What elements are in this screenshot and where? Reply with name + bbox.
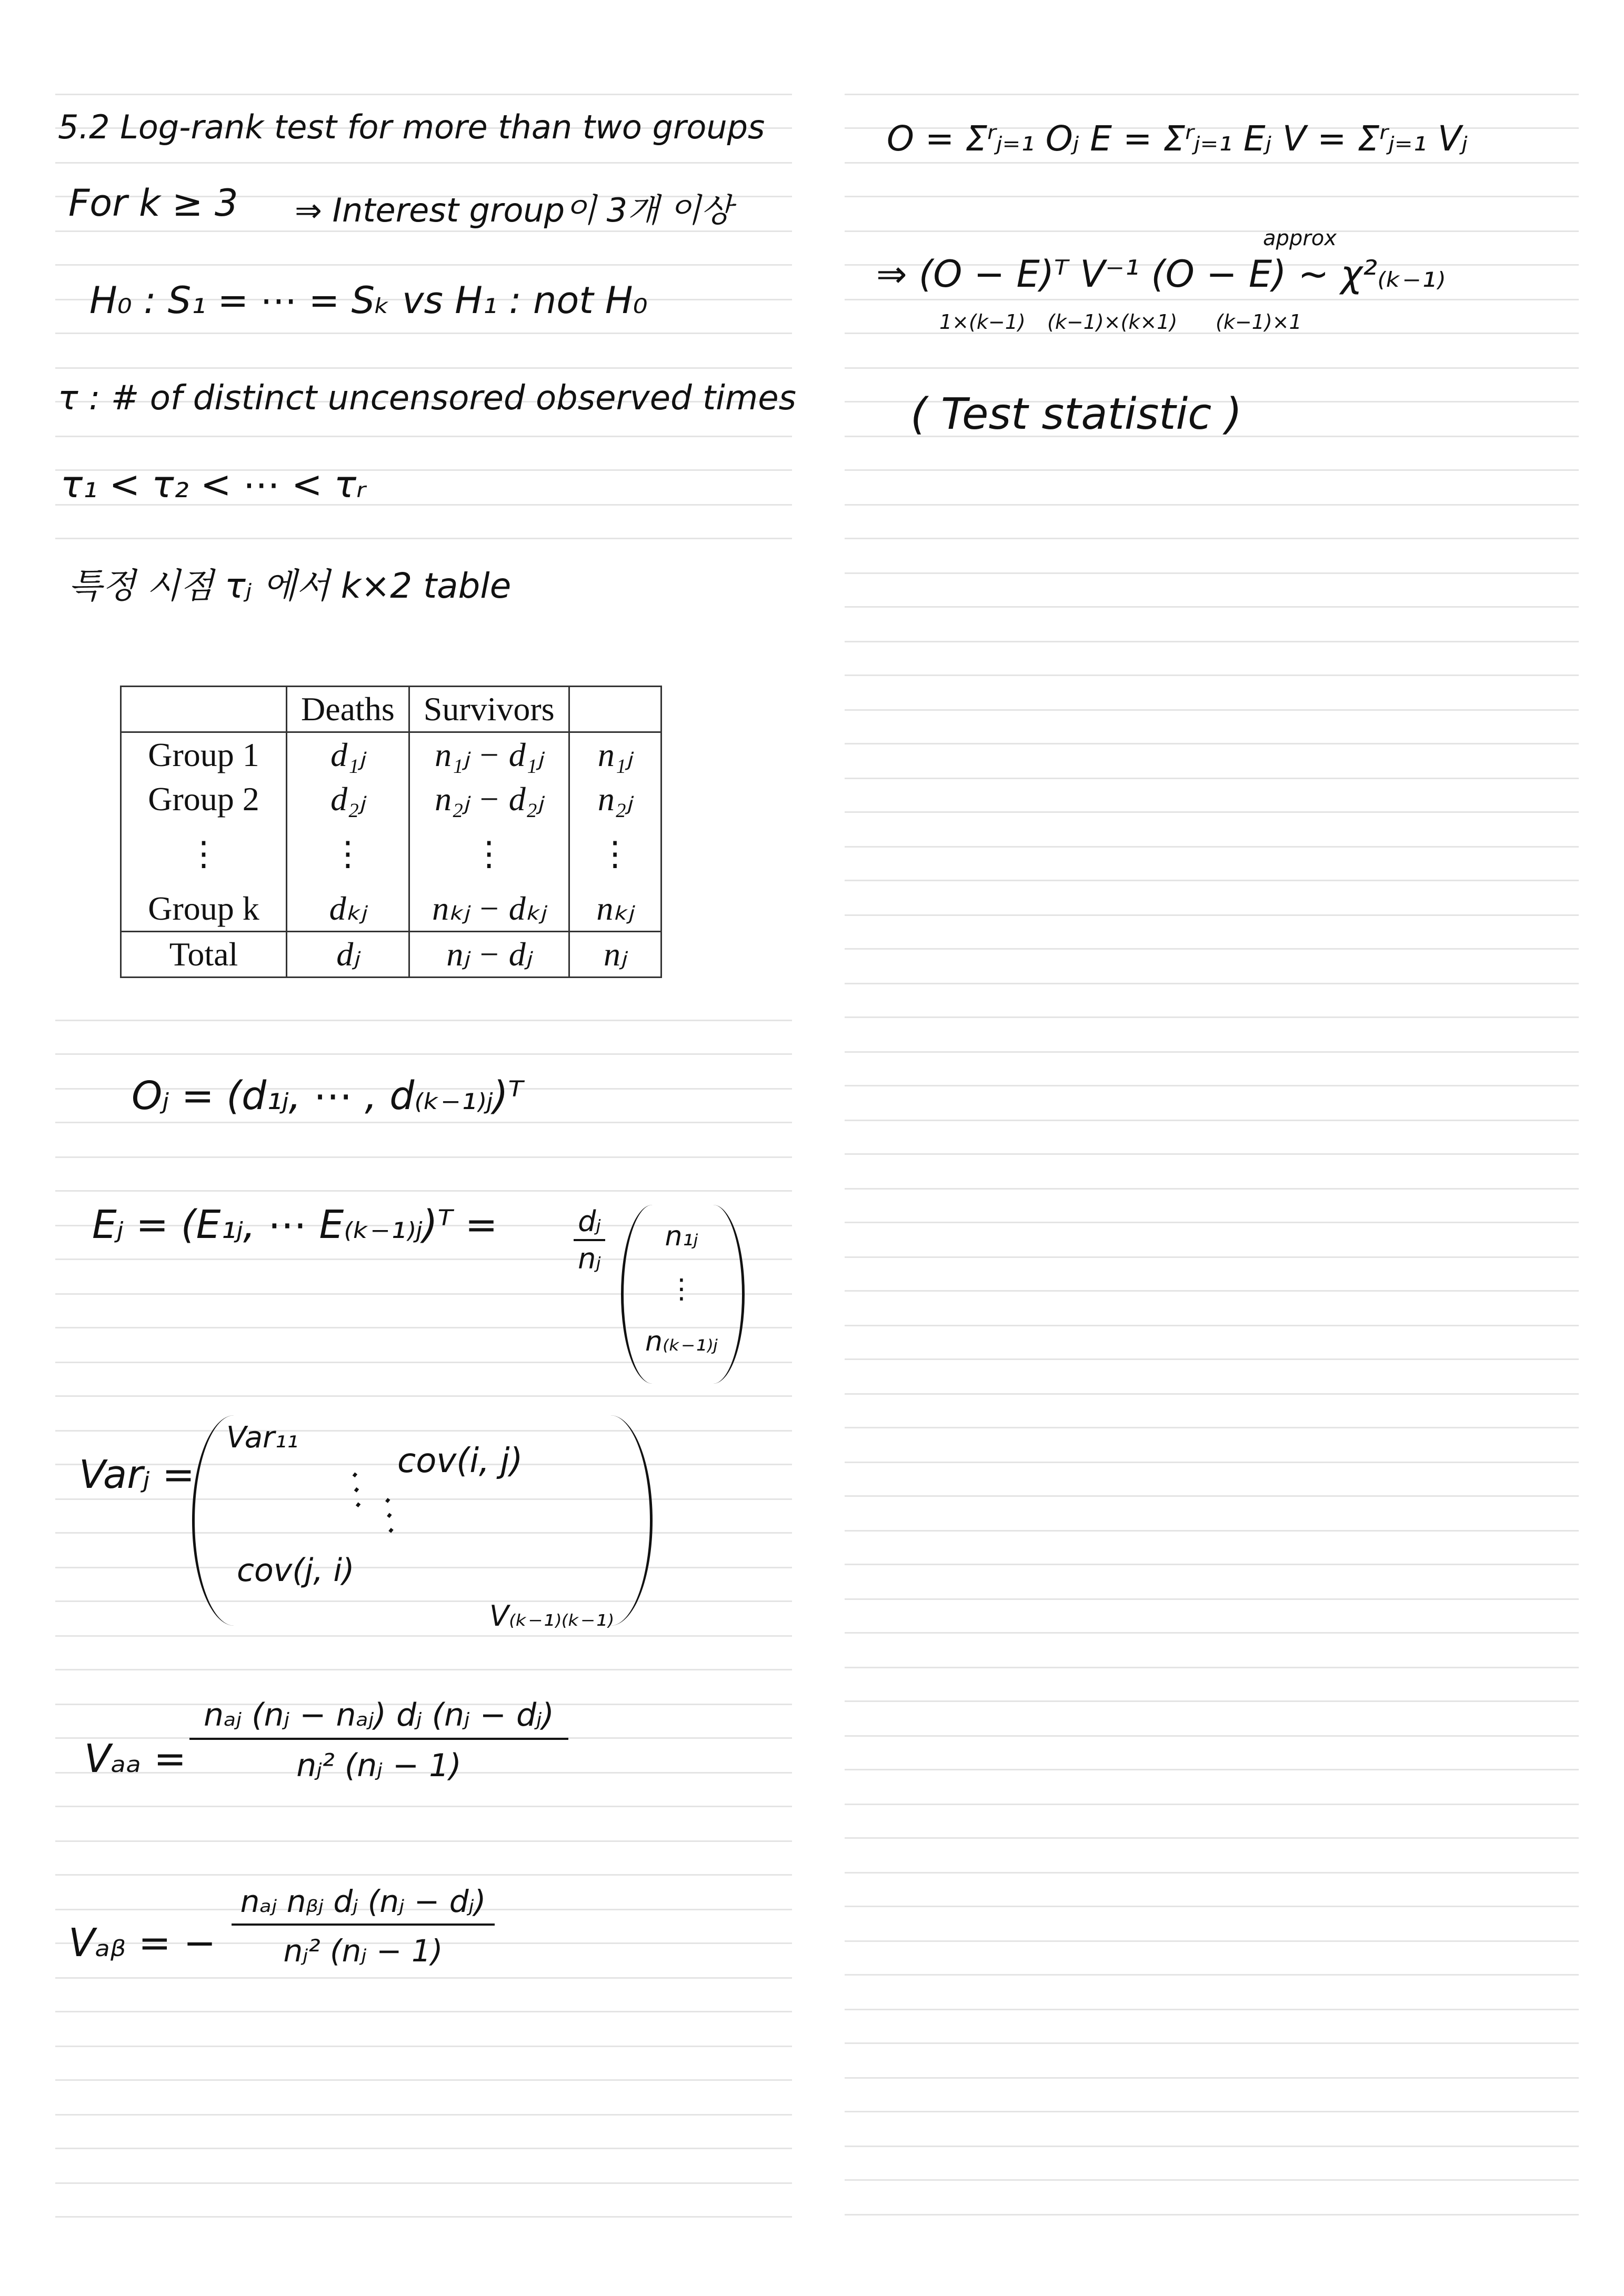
- Oj-definition: Oⱼ = (d₁ⱼ, ⋯ , d₍ₖ₋₁₎ⱼ)ᵀ: [132, 1073, 524, 1119]
- tau-ordering: τ₁ < τ₂ < ⋯ < τᵣ: [61, 463, 366, 506]
- table-cell: dₖⱼ: [287, 887, 409, 932]
- table-cell: Group 1: [121, 732, 287, 778]
- table-row: [121, 887, 661, 932]
- table-cell: ⋮: [287, 821, 409, 887]
- Ej-definition: Eⱼ = (E₁ⱼ, ⋯ E₍ₖ₋₁₎ⱼ)ᵀ =: [92, 1202, 498, 1247]
- Ej-fraction-denominator: nⱼ: [578, 1242, 601, 1275]
- contingency-table: [120, 686, 662, 978]
- table-cell: dⱼ: [287, 932, 409, 978]
- table-cell: Total: [121, 932, 287, 978]
- Vaa-denominator: nⱼ² (nⱼ − 1): [296, 1747, 462, 1784]
- Var-lhs: Varⱼ =: [79, 1452, 195, 1497]
- table-header-blank: [121, 687, 287, 732]
- Vab-lhs: Vₐᵦ = −: [68, 1920, 216, 1966]
- sum-definitions: O = Σʳⱼ₌₁ Oⱼ E = Σʳⱼ₌₁ Eⱼ V = Σʳⱼ₌₁ Vⱼ: [887, 118, 1468, 159]
- table-row: [121, 821, 661, 887]
- Var-11: Var₁₁: [226, 1421, 298, 1455]
- Var-diagonal-dots: ⋱ ⋱: [333, 1465, 414, 1539]
- Var-cov-lower: cov(j, i): [237, 1552, 355, 1589]
- table-header-deaths: Deaths: [287, 687, 409, 732]
- table-cell: Group 2: [121, 777, 287, 821]
- Ej-vector-entry: n₁ⱼ: [665, 1221, 698, 1252]
- hypothesis: H₀ : S₁ = ⋯ = Sₖ vs H₁ : not H₀: [89, 279, 648, 322]
- table-cell: nⱼ − dⱼ: [409, 932, 569, 978]
- table-cell: n₁ⱼ: [569, 732, 661, 778]
- table-cell: Group k: [121, 887, 287, 932]
- table-header-survivors: Survivors: [409, 687, 569, 732]
- test-statistic-formula: ⇒ (O − E)ᵀ V⁻¹ (O − E) ~ χ²₍ₖ₋₁₎: [876, 253, 1446, 296]
- table-cell: d₁ⱼ: [287, 732, 409, 778]
- Vab-denominator: nⱼ² (nⱼ − 1): [283, 1933, 443, 1969]
- Vaa-lhs: Vₐₐ =: [84, 1736, 187, 1781]
- table-cell: n₁ⱼ − d₁ⱼ: [409, 732, 569, 778]
- table-cell: ⋮: [121, 821, 287, 887]
- table-total-row: [121, 932, 661, 978]
- for-k-condition: For k ≥ 3: [68, 182, 238, 225]
- Ej-vector-entry: n₍ₖ₋₁₎ⱼ: [645, 1326, 718, 1357]
- table-row: [121, 732, 661, 778]
- table-cell: d₂ⱼ: [287, 777, 409, 821]
- table-cell: nₖⱼ − dₖⱼ: [409, 887, 569, 932]
- table-cell: nₖⱼ: [569, 887, 661, 932]
- table-cell: ⋮: [409, 821, 569, 887]
- table-row: [121, 777, 661, 821]
- interest-group-note: ⇒ Interest group이 3개 이상: [295, 191, 733, 229]
- table-cell: n₂ⱼ − d₂ⱼ: [409, 777, 569, 821]
- approx-label: approx: [1263, 226, 1337, 250]
- table-cell: n₂ⱼ: [569, 777, 661, 821]
- section-heading: 5.2 Log-rank test for more than two groups: [58, 108, 765, 146]
- Vaa-fraction: [189, 1697, 568, 1784]
- tau-definition: τ : # of distinct uncensored observed times: [58, 379, 796, 418]
- Var-cov-upper: cov(i, j): [397, 1442, 523, 1481]
- Vab-numerator: nₐⱼ nᵦⱼ dⱼ (nⱼ − dⱼ): [240, 1884, 486, 1919]
- Var-last: V₍ₖ₋₁₎₍ₖ₋₁₎: [489, 1599, 614, 1633]
- table-cell: ⋮: [569, 821, 661, 887]
- table-cell: nⱼ: [569, 932, 661, 978]
- table-header-total-col: [569, 687, 661, 732]
- dim-label: (k−1)×(k×1): [1047, 310, 1178, 334]
- table-intro: 특정 시점 τⱼ 에서 k×2 table: [68, 566, 512, 606]
- dim-label: 1×(k−1): [939, 310, 1026, 334]
- dim-label: (k−1)×1: [1216, 310, 1302, 334]
- Ej-fraction: [574, 1205, 605, 1275]
- Ej-vector: [629, 1210, 734, 1368]
- Ej-fraction-numerator: dⱼ: [578, 1205, 601, 1238]
- Ej-vector-entry: ⋮: [668, 1273, 695, 1305]
- table-header-row: [121, 687, 661, 732]
- test-statistic-caption: ( Test statistic ): [910, 389, 1242, 439]
- Vaa-numerator: nₐⱼ (nⱼ − nₐⱼ) dⱼ (nⱼ − dⱼ): [204, 1697, 554, 1734]
- Vab-fraction: [232, 1884, 495, 1969]
